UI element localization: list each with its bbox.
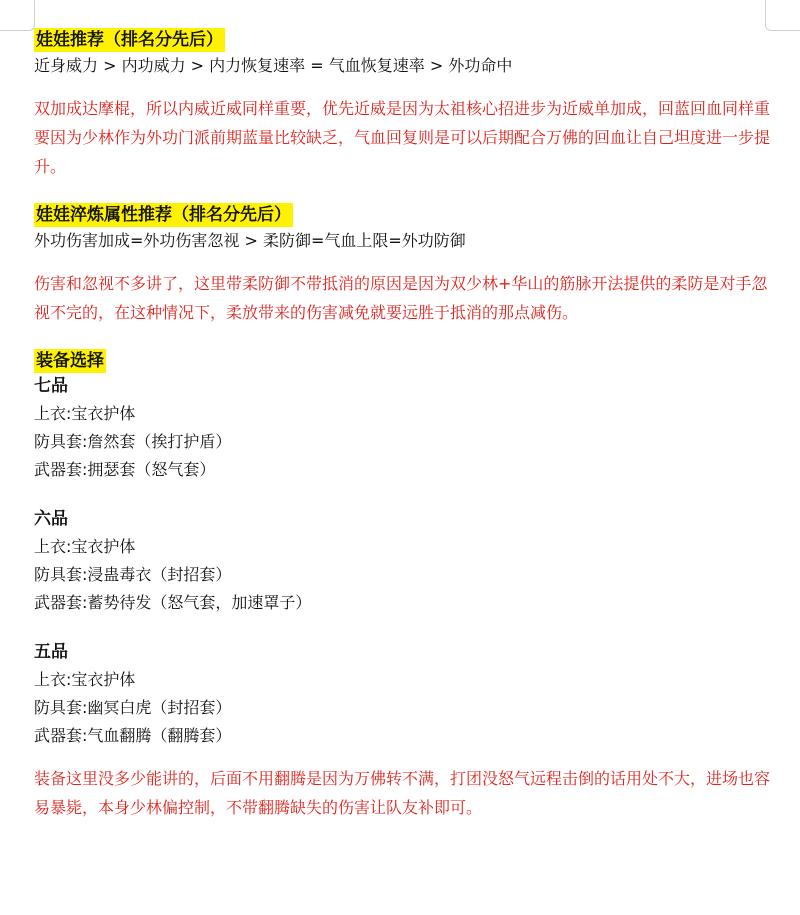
equipment-line: 防具套:詹然套（挨打护盾） xyxy=(34,432,232,451)
tier-group xyxy=(34,639,774,750)
document-content xyxy=(34,28,774,822)
tier-title: 六品 xyxy=(34,509,68,529)
tier-title: 七品 xyxy=(34,376,68,396)
red-note: 双加成达摩棍，所以内威近威同样重要，优先近威是因为太祖核心招进步为近威单加成，回蓝回血同样重要因为少林作为外功门派前期蓝量比较缺乏，气血回复则是可以后期配合万佛的回血让自己坦度进一步提升。 xyxy=(34,99,771,176)
equipment-line: 武器套:蓄势待发（怒气套，加速罩子） xyxy=(34,593,312,612)
red-note: 伤害和忽视不多讲了，这里带柔防御不带抵消的原因是因为双少林+华山的筋脉开法提供的柔防是对手忽视不完的，在这种情况下，柔放带来的伤害减免就要远胜于抵消的那点减伤。 xyxy=(34,274,768,322)
section-heading: 装备选择 xyxy=(36,351,104,371)
equipment-line: 上衣:宝衣护体 xyxy=(34,404,136,423)
crop-corner-top-left xyxy=(0,0,35,31)
section-heading: 娃娃推荐（排名分先后） xyxy=(36,30,223,50)
section-temper-attributes xyxy=(34,203,774,327)
crop-corner-top-right xyxy=(765,0,800,31)
red-note: 装备这里没多少能讲的，后面不用翻腾是因为万佛转不满，打团没怒气远程击倒的话用处不大，进场也容易暴毙，本身少林偏控制，不带翻腾缺失的伤害让队友补即可。 xyxy=(34,769,771,817)
ranking-line: 外功伤害加成=外功伤害忽视 > 柔防御=气血上限=外功防御 xyxy=(34,231,466,250)
equipment-line: 上衣:宝衣护体 xyxy=(34,670,136,689)
tier-group xyxy=(34,506,774,617)
tier-group xyxy=(34,373,774,484)
section-equipment xyxy=(34,349,774,822)
section-heading: 娃娃淬炼属性推荐（排名分先后） xyxy=(36,205,291,225)
equipment-line: 防具套:幽冥白虎（封招套） xyxy=(34,698,232,717)
equipment-line: 武器套:拥瑟套（怒气套） xyxy=(34,460,216,479)
ranking-line: 近身威力 > 内功威力 > 内力恢复速率 = 气血恢复速率 > 外功命中 xyxy=(34,56,513,75)
section-doll-recommendation xyxy=(34,28,774,181)
equipment-line: 上衣:宝衣护体 xyxy=(34,537,136,556)
equipment-line: 防具套:浸蛊毒衣（封招套） xyxy=(34,565,232,584)
tier-title: 五品 xyxy=(34,642,68,662)
equipment-line: 武器套:气血翻腾（翻腾套） xyxy=(34,726,232,745)
